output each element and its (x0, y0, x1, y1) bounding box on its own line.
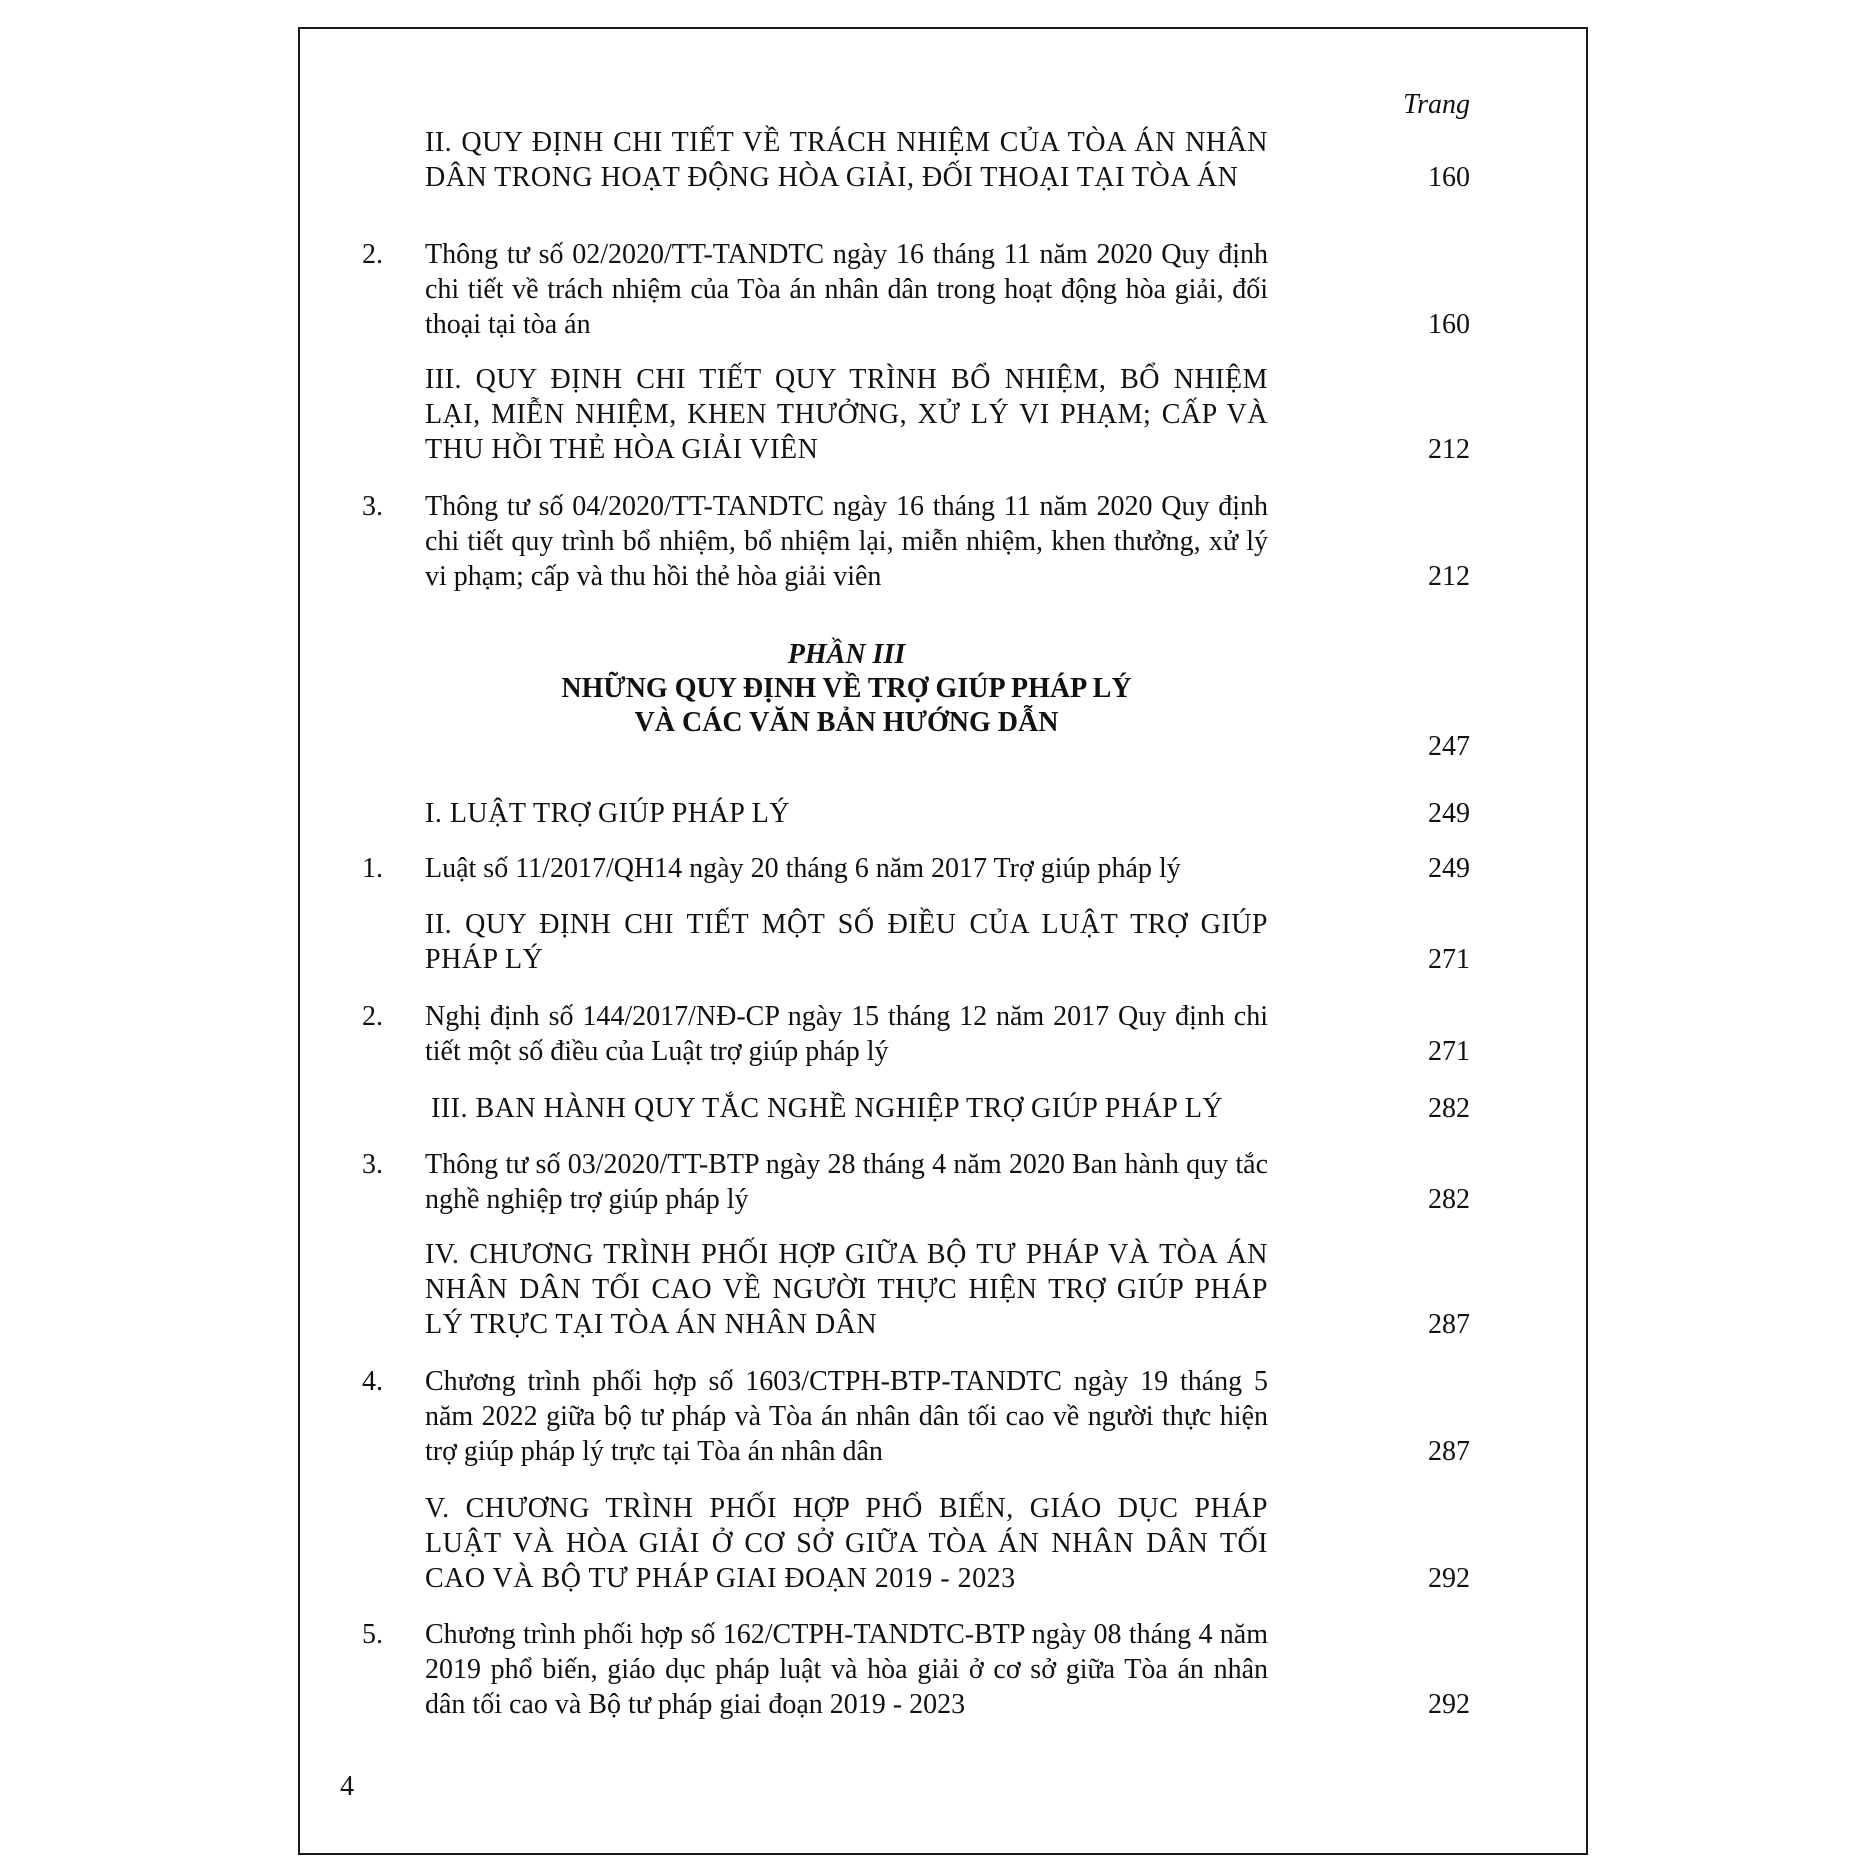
toc-entry (300, 489, 1586, 594)
toc-entry-text: I. LUẬT TRỢ GIÚP PHÁP LÝ (425, 798, 791, 829)
toc-entry (300, 1617, 1586, 1722)
toc-entry-number: 3. (362, 1149, 383, 1180)
toc-entry-page: 271 (1428, 944, 1470, 975)
toc-entry-text: V. CHƯƠNG TRÌNH PHỐI HỢP PHỔ BIẾN, GIÁO DỤC PHÁP LUẬT VÀ HÒA GIẢI Ở CƠ SỞ GIỮA TÒA ÁN NHÂN DÂN TỐI CAO VÀ BỘ TƯ PHÁP GIAI ĐOẠN 2019 - 2023 (425, 1493, 1268, 1594)
toc-entry (300, 237, 1586, 342)
toc-entry-page: 249 (1428, 798, 1470, 829)
toc-entry-page: 287 (1428, 1309, 1470, 1340)
toc-heading-entry (300, 125, 1586, 195)
toc-entry-text: III. BAN HÀNH QUY TẮC NGHỀ NGHIỆP TRỢ GIÚP PHÁP LÝ (431, 1093, 1224, 1124)
toc-entry-text: II. QUY ĐỊNH CHI TIẾT MỘT SỐ ĐIỀU CỦA LUẬT TRỢ GIÚP PHÁP LÝ (425, 909, 1268, 975)
toc-entry (300, 999, 1586, 1069)
toc-heading-entry (300, 362, 1586, 467)
toc-entry-text: Thông tư số 02/2020/TT-TANDTC ngày 16 tháng 11 năm 2020 Quy định chi tiết về trách nhiệm của Tòa án nhân dân trong hoạt động hòa giải, đối thoại tại tòa án (425, 239, 1268, 340)
toc-entry-number: 2. (362, 239, 383, 270)
part-heading (300, 639, 1586, 769)
toc-entry-page: 271 (1428, 1036, 1470, 1067)
toc-entry-text: Thông tư số 04/2020/TT-TANDTC ngày 16 tháng 11 năm 2020 Quy định chi tiết quy trình bổ nhiệm, bổ nhiệm lại, miễn nhiệm, khen thưởng, xử lý vi phạm; cấp và thu hồi thẻ hòa giải viên (425, 491, 1268, 592)
toc-entry (300, 1147, 1586, 1217)
toc-entry-number: 5. (362, 1619, 383, 1650)
toc-heading-entry (300, 1237, 1586, 1342)
toc-entry-number: 4. (362, 1366, 383, 1397)
toc-heading-entry (300, 1491, 1586, 1596)
toc-entry-page: 212 (1428, 434, 1470, 465)
toc-entry-text: Nghị định số 144/2017/NĐ-CP ngày 15 tháng 12 năm 2017 Quy định chi tiết một số điều của Luật trợ giúp pháp lý (425, 1001, 1268, 1067)
toc-entry-text: III. QUY ĐỊNH CHI TIẾT QUY TRÌNH BỔ NHIỆM, BỔ NHIỆM LẠI, MIỄN NHIỆM, KHEN THƯỞNG, XỬ LÝ VI PHẠM; CẤP VÀ THU HỒI THẺ HÒA GIẢI VIÊN (425, 364, 1268, 465)
toc-heading-entry (300, 796, 1586, 831)
part-page: 247 (1428, 731, 1470, 762)
toc-entry-page: 282 (1428, 1184, 1470, 1215)
part-title-line1: NHỮNG QUY ĐỊNH VỀ TRỢ GIÚP PHÁP LÝ (561, 673, 1132, 704)
part-title-line2: VÀ CÁC VĂN BẢN HƯỚNG DẪN (634, 707, 1059, 738)
toc-entry-text: IV. CHƯƠNG TRÌNH PHỐI HỢP GIỮA BỘ TƯ PHÁP VÀ TÒA ÁN NHÂN DÂN TỐI CAO VỀ NGƯỜI THỰC HIỆN TRỢ GIÚP PHÁP LÝ TRỰC TẠI TÒA ÁN NHÂN DÂN (425, 1239, 1268, 1340)
toc-entry-text: Thông tư số 03/2020/TT-BTP ngày 28 tháng 4 năm 2020 Ban hành quy tắc nghề nghiệp trợ giúp pháp lý (425, 1149, 1268, 1215)
toc-entry-page: 160 (1428, 162, 1470, 193)
toc-entry-page: 212 (1428, 561, 1470, 592)
page-column-label: Trang (1403, 89, 1470, 120)
toc-entry-page: 160 (1428, 309, 1470, 340)
toc-entry-page: 287 (1428, 1436, 1470, 1467)
toc-entry-page: 292 (1428, 1563, 1470, 1594)
toc-heading-entry (300, 1091, 1586, 1126)
toc-entry-number: 2. (362, 1001, 383, 1032)
toc-entry (300, 851, 1586, 886)
toc-entry (300, 1364, 1586, 1469)
toc-entry-page: 249 (1428, 853, 1470, 884)
toc-heading-entry (300, 907, 1586, 977)
toc-entry-page: 282 (1428, 1093, 1470, 1124)
toc-entry-number: 1. (362, 853, 383, 884)
toc-entry-number: 3. (362, 491, 383, 522)
toc-entry-text: Chương trình phối hợp số 1603/CTPH-BTP-TANDTC ngày 19 tháng 5 năm 2022 giữa bộ tư pháp và Tòa án nhân dân tối cao về người thực hiện trợ giúp pháp lý trực tại Tòa án nhân dân (425, 1366, 1268, 1467)
page-number: 4 (340, 1771, 354, 1802)
part-label: PHẦN III (787, 639, 906, 670)
toc-entry-text: Luật số 11/2017/QH14 ngày 20 tháng 6 năm 2017 Trợ giúp pháp lý (425, 853, 1181, 884)
document-page (298, 27, 1588, 1855)
toc-entry-text: Chương trình phối hợp số 162/CTPH-TANDTC-BTP ngày 08 tháng 4 năm 2019 phổ biến, giáo dục pháp luật và hòa giải ở cơ sở giữa Tòa án nhân dân tối cao và Bộ tư pháp giai đoạn 2019 - 2023 (425, 1619, 1268, 1720)
toc-entry-page: 292 (1428, 1689, 1470, 1720)
toc-entry-text: II. QUY ĐỊNH CHI TIẾT VỀ TRÁCH NHIỆM CỦA TÒA ÁN NHÂN DÂN TRONG HOẠT ĐỘNG HÒA GIẢI, ĐỐI THOẠI TẠI TÒA ÁN (425, 127, 1268, 193)
